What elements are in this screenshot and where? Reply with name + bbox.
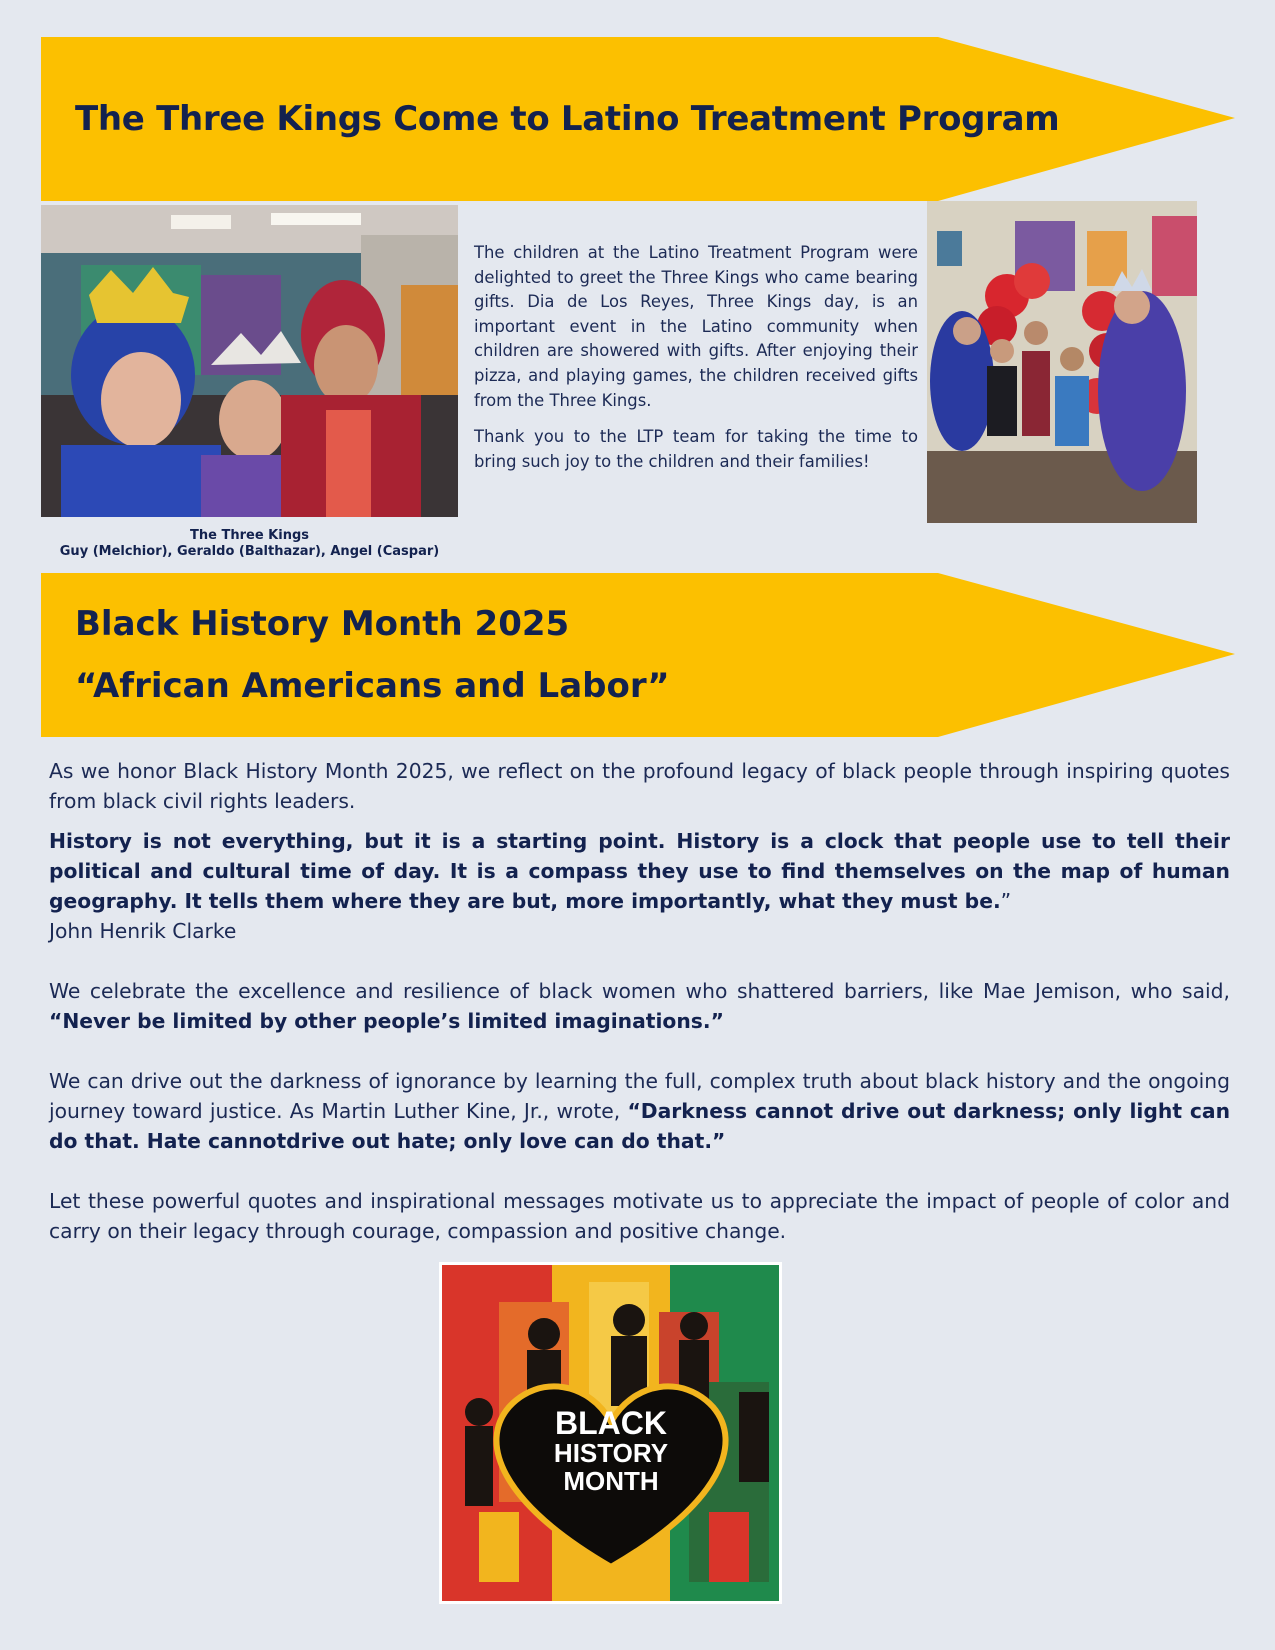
king-paragraph [49, 1066, 1230, 1156]
three-kings-paragraph-1: The children at the Latino Treatment Program were delighted to greet the Three Kings who came bearing gifts. Dia de Los Reyes, Three Kings day, is an important event in the Latino community when children are showered with gifts. After enjoying their pizza, and playing games, the children received gifts from the Three Kings. [474, 243, 918, 410]
caption-title: The Three Kings [190, 528, 309, 543]
graphic-word-history: HISTORY [553, 1438, 669, 1468]
king-text: We can drive out the darkness of ignorance by learning the full, complex truth about black history and the ongoing journey toward justice. As Martin Luther Kine, Jr., wrote, [49, 1069, 1230, 1123]
clarke-quote: History is not everything, but it is a starting point. History is a clock that people use to tell their political and cultural time of day. It is a compass they use to find themselves on the map of human geography. It tells them where they are but, more importantly, what they must be. [49, 829, 1230, 913]
article-intro: As we honor Black History Month 2025, we reflect on the profound legacy of black people through inspiring quotes from black civil rights leaders. [49, 759, 1230, 813]
jemison-quote: “Never be limited by other people’s limited imaginations.” [49, 1009, 724, 1033]
black-history-article [49, 756, 1230, 1246]
clarke-author: John Henrik Clarke [49, 919, 237, 943]
photo-caption [41, 528, 458, 560]
black-history-month-graphic [439, 1262, 782, 1604]
three-kings-photo [41, 205, 458, 517]
section-banner-three-kings [41, 37, 1235, 201]
three-kings-paragraph-2: Thank you to the LTP team for taking the time to bring such joy to the children and their families! [474, 427, 918, 471]
clarke-quote-paragraph [49, 826, 1230, 916]
section-title-line-1: Black History Month 2025 [75, 604, 570, 644]
clarke-quote-close: ” [1000, 889, 1012, 913]
caption-names: Guy (Melchior), Geraldo (Balthazar), Angel (Caspar) [59, 544, 440, 559]
king-quote: “Darkness cannot drive out darkness; only light can do that. Hate cannotdrive out hate; only love can do that.” [49, 1099, 1231, 1153]
section-title-line-2: “African Americans and Labor” [75, 666, 670, 706]
graphic-word-black: BLACK [555, 1405, 667, 1441]
section-title-three-kings: The Three Kings Come to Latino Treatment Program [75, 99, 1060, 139]
section-title-black-history [75, 593, 670, 717]
section-banner-black-history [41, 573, 1235, 737]
jemison-text: We celebrate the excellence and resilience of black women who shattered barriers, like Mae Jemison, who said, [49, 979, 1230, 1003]
kings-with-children-photo [927, 201, 1197, 523]
jemison-paragraph [49, 976, 1230, 1036]
closing-paragraph: Let these powerful quotes and inspirational messages motivate us to appreciate the impact of people of color and carry on their legacy through courage, compassion and positive change. [49, 1189, 1230, 1243]
graphic-word-month: MONTH [563, 1466, 659, 1496]
three-kings-article [474, 241, 918, 486]
